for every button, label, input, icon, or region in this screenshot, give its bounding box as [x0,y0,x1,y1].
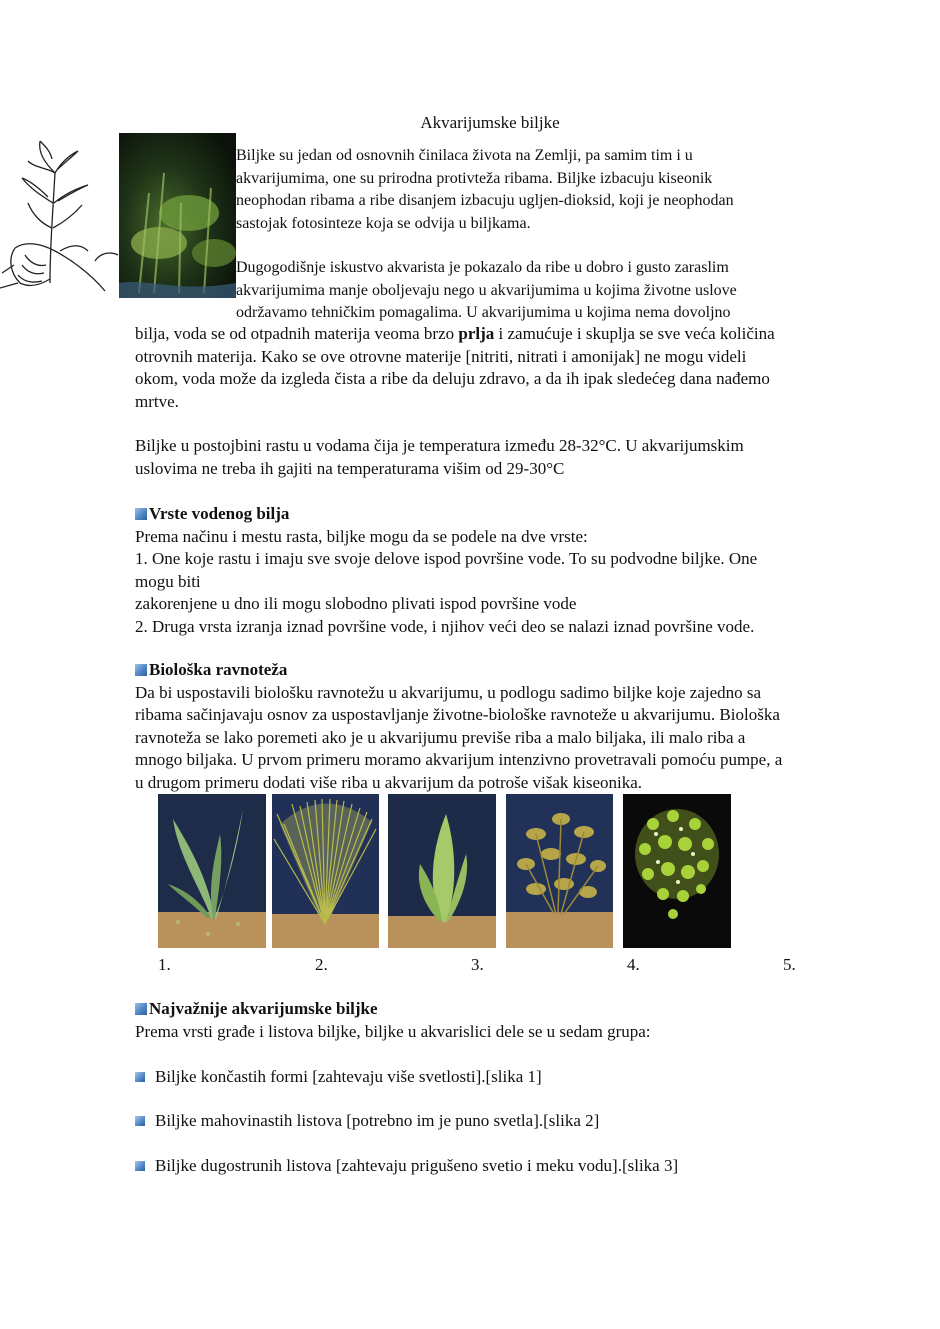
text-line: sastojak fotosinteze koja se odvija u biljkama. [236,214,531,232]
text-line: otrovnih materija. Kako se ove otrovne materije [nitriti, nitrati i amonijak] ne mogu videli [135,346,747,366]
photo-number: 3. [471,955,484,974]
square-bullet-icon [135,1116,145,1126]
section-najvaznije [135,998,855,1043]
section-bioloska [135,659,865,794]
intro-paragraph-2-top [236,257,836,325]
text-line: Da bi uspostavili biološku ravnotežu u akvarijumu, u podlogu sadimo biljke koje zajedno sa [135,682,762,702]
text-line: akvarijumima, one su prirodna protivteža ribama. Biljke izbacuju kiseonik [236,169,713,187]
aquarium-photo-image [119,133,236,298]
list-item [135,1155,678,1178]
square-bullet-icon [135,664,147,676]
list-item-text: Biljke mahovinastih listova [potrebno im je puno svetla].[slika 2] [155,1111,600,1130]
photo-number: 1. [158,955,171,974]
photo-number: 5. [783,955,796,974]
section-heading-text: Najvažnije akvarijumske biljke [149,999,378,1018]
text-line: mnogo biljaka. U prvom primeru moramo akvarijum intenzivno provetravali pomoću pumpe, a [135,750,783,769]
text-line: mrtve. [135,391,179,411]
photo-number: 2. [315,955,328,974]
page-title: Akvarijumske biljke [420,113,560,132]
section-heading-text: Biološka ravnoteža [149,660,288,679]
text-line: akvarijumima manje obolјevaju nego u akvarijumima u kojima životne uslove [236,281,737,299]
temperature-paragraph [135,435,855,480]
text-line [135,323,855,346]
section-vrste [135,503,855,638]
text-line: uslovima ne treba ih gajiti na temperaturama višim od 29-30°C [135,458,565,478]
plant-photo-4-image [506,794,613,948]
plant-photo-1-image [158,794,266,948]
list-item [135,1066,542,1089]
bold-word: prlja [458,324,495,343]
text-span: i zamućuje i skuplja se sve veća količina [494,324,775,343]
square-bullet-icon [135,508,147,520]
intro-paragraph-1 [236,145,836,235]
text-line: održavamo tehničkim pomagalima. U akvarijumima u kojima nema dovoljno [236,304,731,321]
list-item [135,1110,599,1133]
square-bullet-icon [135,1003,147,1015]
photo-number: 4. [627,955,640,974]
section-heading-text: Vrste vodenog bilja [149,504,290,523]
square-bullet-icon [135,1161,145,1171]
text-line: Biljke su jedan od osnovnih činilaca života na Zemlji, pa samim tim i u [236,147,693,164]
square-bullet-icon [135,1072,145,1082]
text-line: ribama sačinjavaju osnov za uspostavljanje životne-biološke ravnoteže u akvarijumu. Biološka [135,705,780,724]
section-heading [135,503,855,526]
text-line: 2. Druga vrsta izranja iznad površine vode, i njihov veći deo se nalazi iznad površine vode. [135,616,755,636]
text-line: Dugogodišnje iskustvo akvarista je pokazalo da ribe u dobro i gusto zaraslim [236,259,729,276]
text-line: Prema načinu i mestu rasta, biljke mogu da se podele na dve vrste: [135,526,588,546]
text-line: Prema vrsti građe i listova biljke, biljke u akvarislici dele se u sedam grupa: [135,1021,651,1041]
intro-paragraph-2-rest [135,323,855,413]
text-span: bilja, voda se od otpadnih materija veoma brzo [135,324,459,343]
section-heading [135,998,855,1021]
plant-drawing-image [0,133,120,298]
list-item-text: Biljke dugostrunih listova [zahtevaju prigušeno svetio i meku vodu].[slika 3] [155,1156,679,1175]
plant-photo-2-image [272,794,379,948]
text-line: zakorenjene u dno ili mogu slobodno plivati ispod površine vode [135,594,577,613]
plant-photo-5-image [623,794,731,948]
text-line: u drugom primeru dodati više riba u akvarijum da potroše višak kiseonika. [135,772,643,792]
text-line: okom, voda može da izgleda čista a ribe da deluju zdravo, a da ih ipak sledećeg dana nađemo [135,369,770,388]
text-line: mogu biti [135,571,201,591]
section-heading [135,659,865,682]
list-item-text: Biljke končastih formi [zahtevaju više svetlosti].[slika 1] [155,1067,542,1086]
text-line: ravnoteža se lako poremeti ako je u akvarijumu previše riba a malo biljaka, ili malo riba a [135,727,746,747]
text-line: neophodan ribama a ribe disanjem izbacuju ugljen-dioksid, koji je neophodan [236,192,734,209]
text-line: Biljke u postojbini rastu u vodama čija je temperatura između 28-32°C. U akvarijumskim [135,436,744,455]
text-line: 1. One koje rastu i imaju sve svoje delove ispod površine vode. To su podvodne biljke. One [135,549,758,568]
plant-photo-3-image [388,794,496,948]
